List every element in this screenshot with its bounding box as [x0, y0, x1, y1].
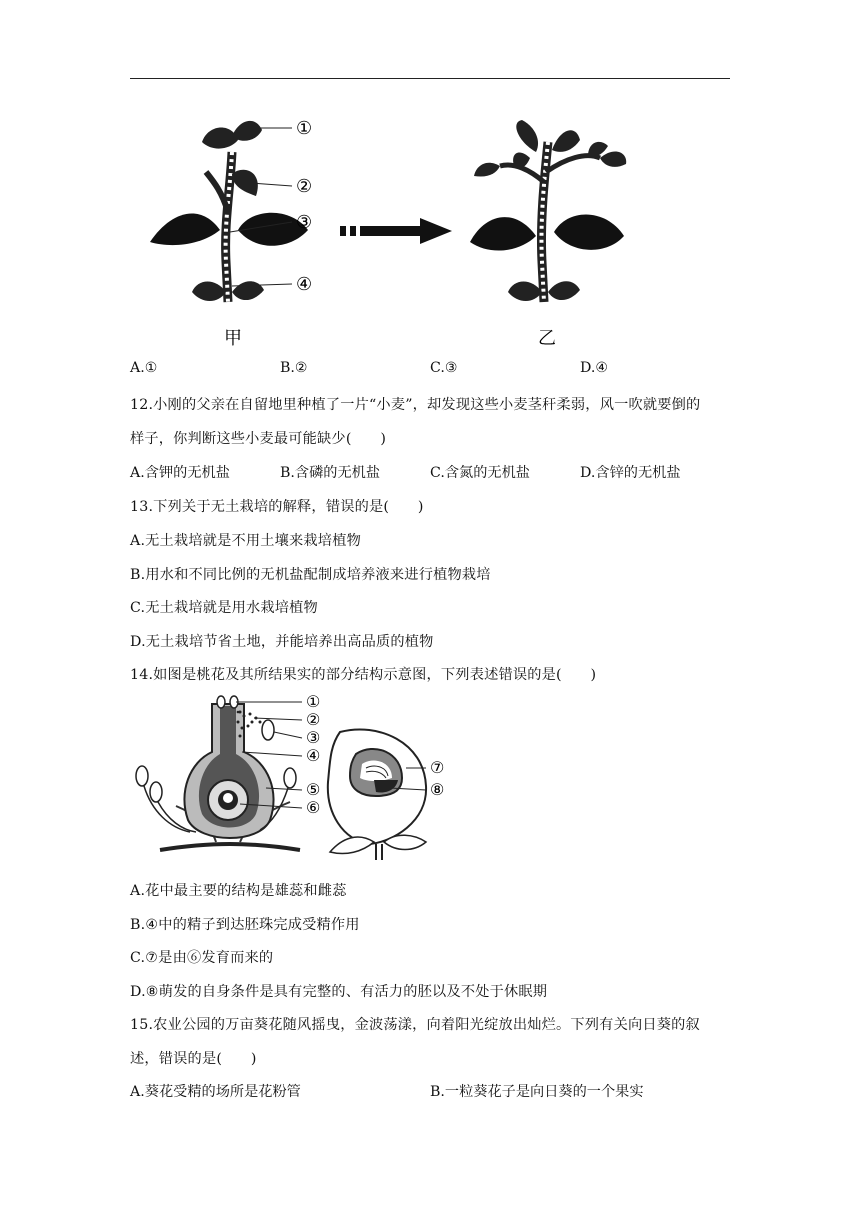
fig14-label-6: ⑥	[306, 798, 321, 817]
q12-option-d[interactable]: D.含锌的无机盐	[580, 465, 681, 481]
q13-option-c[interactable]: C.无土栽培就是用水栽培植物	[130, 600, 318, 616]
q12-stem-line2: 样子，你判断这些小麦最可能缺少( )	[130, 431, 387, 447]
q11-option-c[interactable]: C.③	[430, 360, 458, 376]
q15-stem-line1: 15.农业公园的万亩葵花随风摇曳，金波荡漾，向着阳光绽放出灿烂。下列有关向日葵的叙	[130, 1017, 700, 1033]
fig14-label-1: ①	[306, 692, 321, 711]
fig14-label-7: ⑦	[430, 758, 445, 777]
plant-comparison-figure	[140, 112, 660, 352]
q12-option-b[interactable]: B.含磷的无机盐	[280, 465, 381, 481]
fig14-label-8: ⑧	[430, 780, 445, 799]
label-3: ③	[296, 212, 313, 233]
label-4: ④	[296, 274, 313, 295]
fig14-label-2: ②	[306, 710, 321, 729]
q14-option-b[interactable]: B.④中的精子到达胚珠完成受精作用	[130, 917, 360, 933]
plant-jia-drawing	[150, 121, 308, 302]
q13-option-a[interactable]: A.无土栽培就是不用土壤来栽培植物	[130, 533, 361, 549]
q14-option-d[interactable]: D.⑧萌发的自身条件是具有完整的、有活力的胚以及不处于休眠期	[130, 984, 548, 1000]
arrow-right-icon	[340, 218, 452, 244]
peach-flower-figure	[130, 692, 460, 864]
q15-stem-line2: 述，错误的是( )	[130, 1051, 257, 1067]
label-2: ②	[296, 176, 313, 197]
q15-option-b[interactable]: B.一粒葵花子是向日葵的一个果实	[430, 1084, 644, 1100]
caption-jia: 甲	[224, 328, 242, 349]
label-1: ①	[296, 118, 313, 139]
q15-option-a[interactable]: A.葵花受精的场所是花粉管	[130, 1084, 301, 1100]
q12-option-a[interactable]: A.含钾的无机盐	[130, 465, 230, 481]
header-rule	[130, 78, 730, 79]
plant-yi-drawing	[470, 120, 626, 302]
q14-option-a[interactable]: A.花中最主要的结构是雄蕊和雌蕊	[130, 883, 347, 899]
q14-stem: 14.如图是桃花及其所结果实的部分结构示意图，下列表述错误的是( )	[130, 667, 597, 683]
q12-stem-line1: 12.小刚的父亲在自留地里种植了一片“小麦”，却发现这些小麦茎秆柔弱，风一吹就要倒的	[130, 397, 701, 413]
fig14-label-3: ③	[306, 728, 321, 747]
caption-yi: 乙	[538, 328, 556, 349]
q11-option-a[interactable]: A.①	[130, 360, 158, 376]
q14-option-c[interactable]: C.⑦是由⑥发育而来的	[130, 950, 274, 966]
q13-option-b[interactable]: B.用水和不同比例的无机盐配制成培养液来进行植物栽培	[130, 567, 491, 583]
q13-option-d[interactable]: D.无土栽培节省土地，并能培养出高品质的植物	[130, 634, 434, 650]
q12-option-c[interactable]: C.含氮的无机盐	[430, 465, 530, 481]
q11-option-d[interactable]: D.④	[580, 360, 609, 376]
q11-option-b[interactable]: B.②	[280, 360, 308, 376]
fig14-label-5: ⑤	[306, 780, 321, 799]
q13-stem: 13.下列关于无土栽培的解释，错误的是( )	[130, 499, 424, 515]
fig14-label-4: ④	[306, 746, 321, 765]
